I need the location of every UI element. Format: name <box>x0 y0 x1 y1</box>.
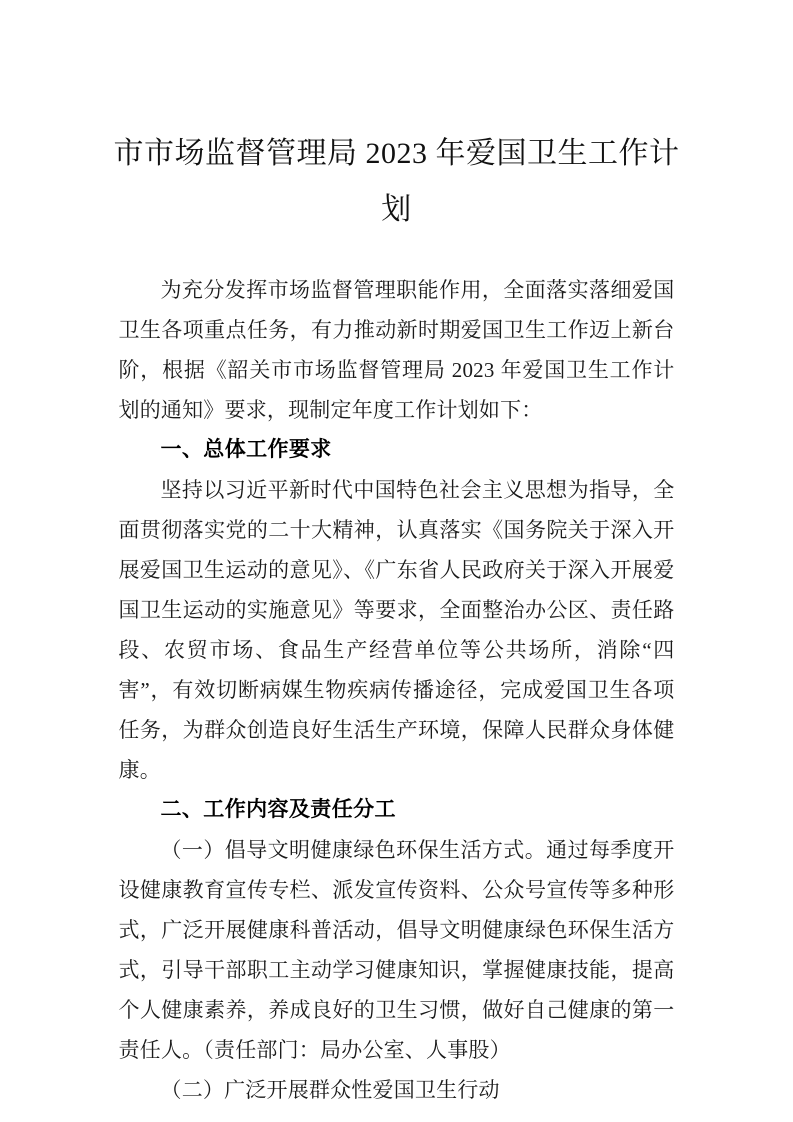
heading-section-1: 一、总体工作要求 <box>160 438 332 461</box>
intro-paragraph: 为充分发挥市场监督管理职能作用，全面落实落细爱国卫生各项重点任务，有力推动新时期爱国卫生工作迈上新台阶，根据《韶关市市场监督管理局 2023 年爱国卫生工作计划的通知》要求，现制定年度工作计划如下： <box>118 278 675 422</box>
title-body-spacer <box>119 238 675 270</box>
heading-section-2: 二、工作内容及责任分工 <box>160 798 396 821</box>
page-title-line-1: 市市场监督管理局 2023 年爱国卫生工作计 <box>113 137 680 170</box>
content-blocks <box>119 270 675 1110</box>
document-body <box>119 238 675 1110</box>
section-1-paragraph: 坚持以习近平新时代中国特色社会主义思想为指导，全面贯彻落实党的二十大精神，认真落实《国务院关于深入开展爱国卫生运动的意见》、《广东省人民政府关于深入开展爱国卫生运动的实施意见》等要求，全面整治办公区、责任路段、农贸市场、食品生产经营单位等公共场所，消除“四害”，有效切断病媒生物疾病传播途径，完成爱国卫生各项任务，为群众创造良好生活生产环境，保障人民群众身体健康。 <box>118 478 675 782</box>
page-title <box>0 0 793 238</box>
section-2-item-1: （一）倡导文明健康绿色环保生活方式。通过每季度开设健康教育宣传专栏、派发宣传资料、公众号宣传等多种形式，广泛开展健康科普活动，倡导文明健康绿色环保生活方式，引导干部职工主动学习健康知识，掌握健康技能，提高个人健康素养，养成良好的卫生习惯，做好自己健康的第一责任人。（责任部门：局办公室、人事股） <box>118 838 675 1062</box>
section-2-item-2: （二）广泛开展群众性爱国卫生行动 <box>160 1078 500 1102</box>
page-title-line-2: 划 <box>381 193 412 226</box>
